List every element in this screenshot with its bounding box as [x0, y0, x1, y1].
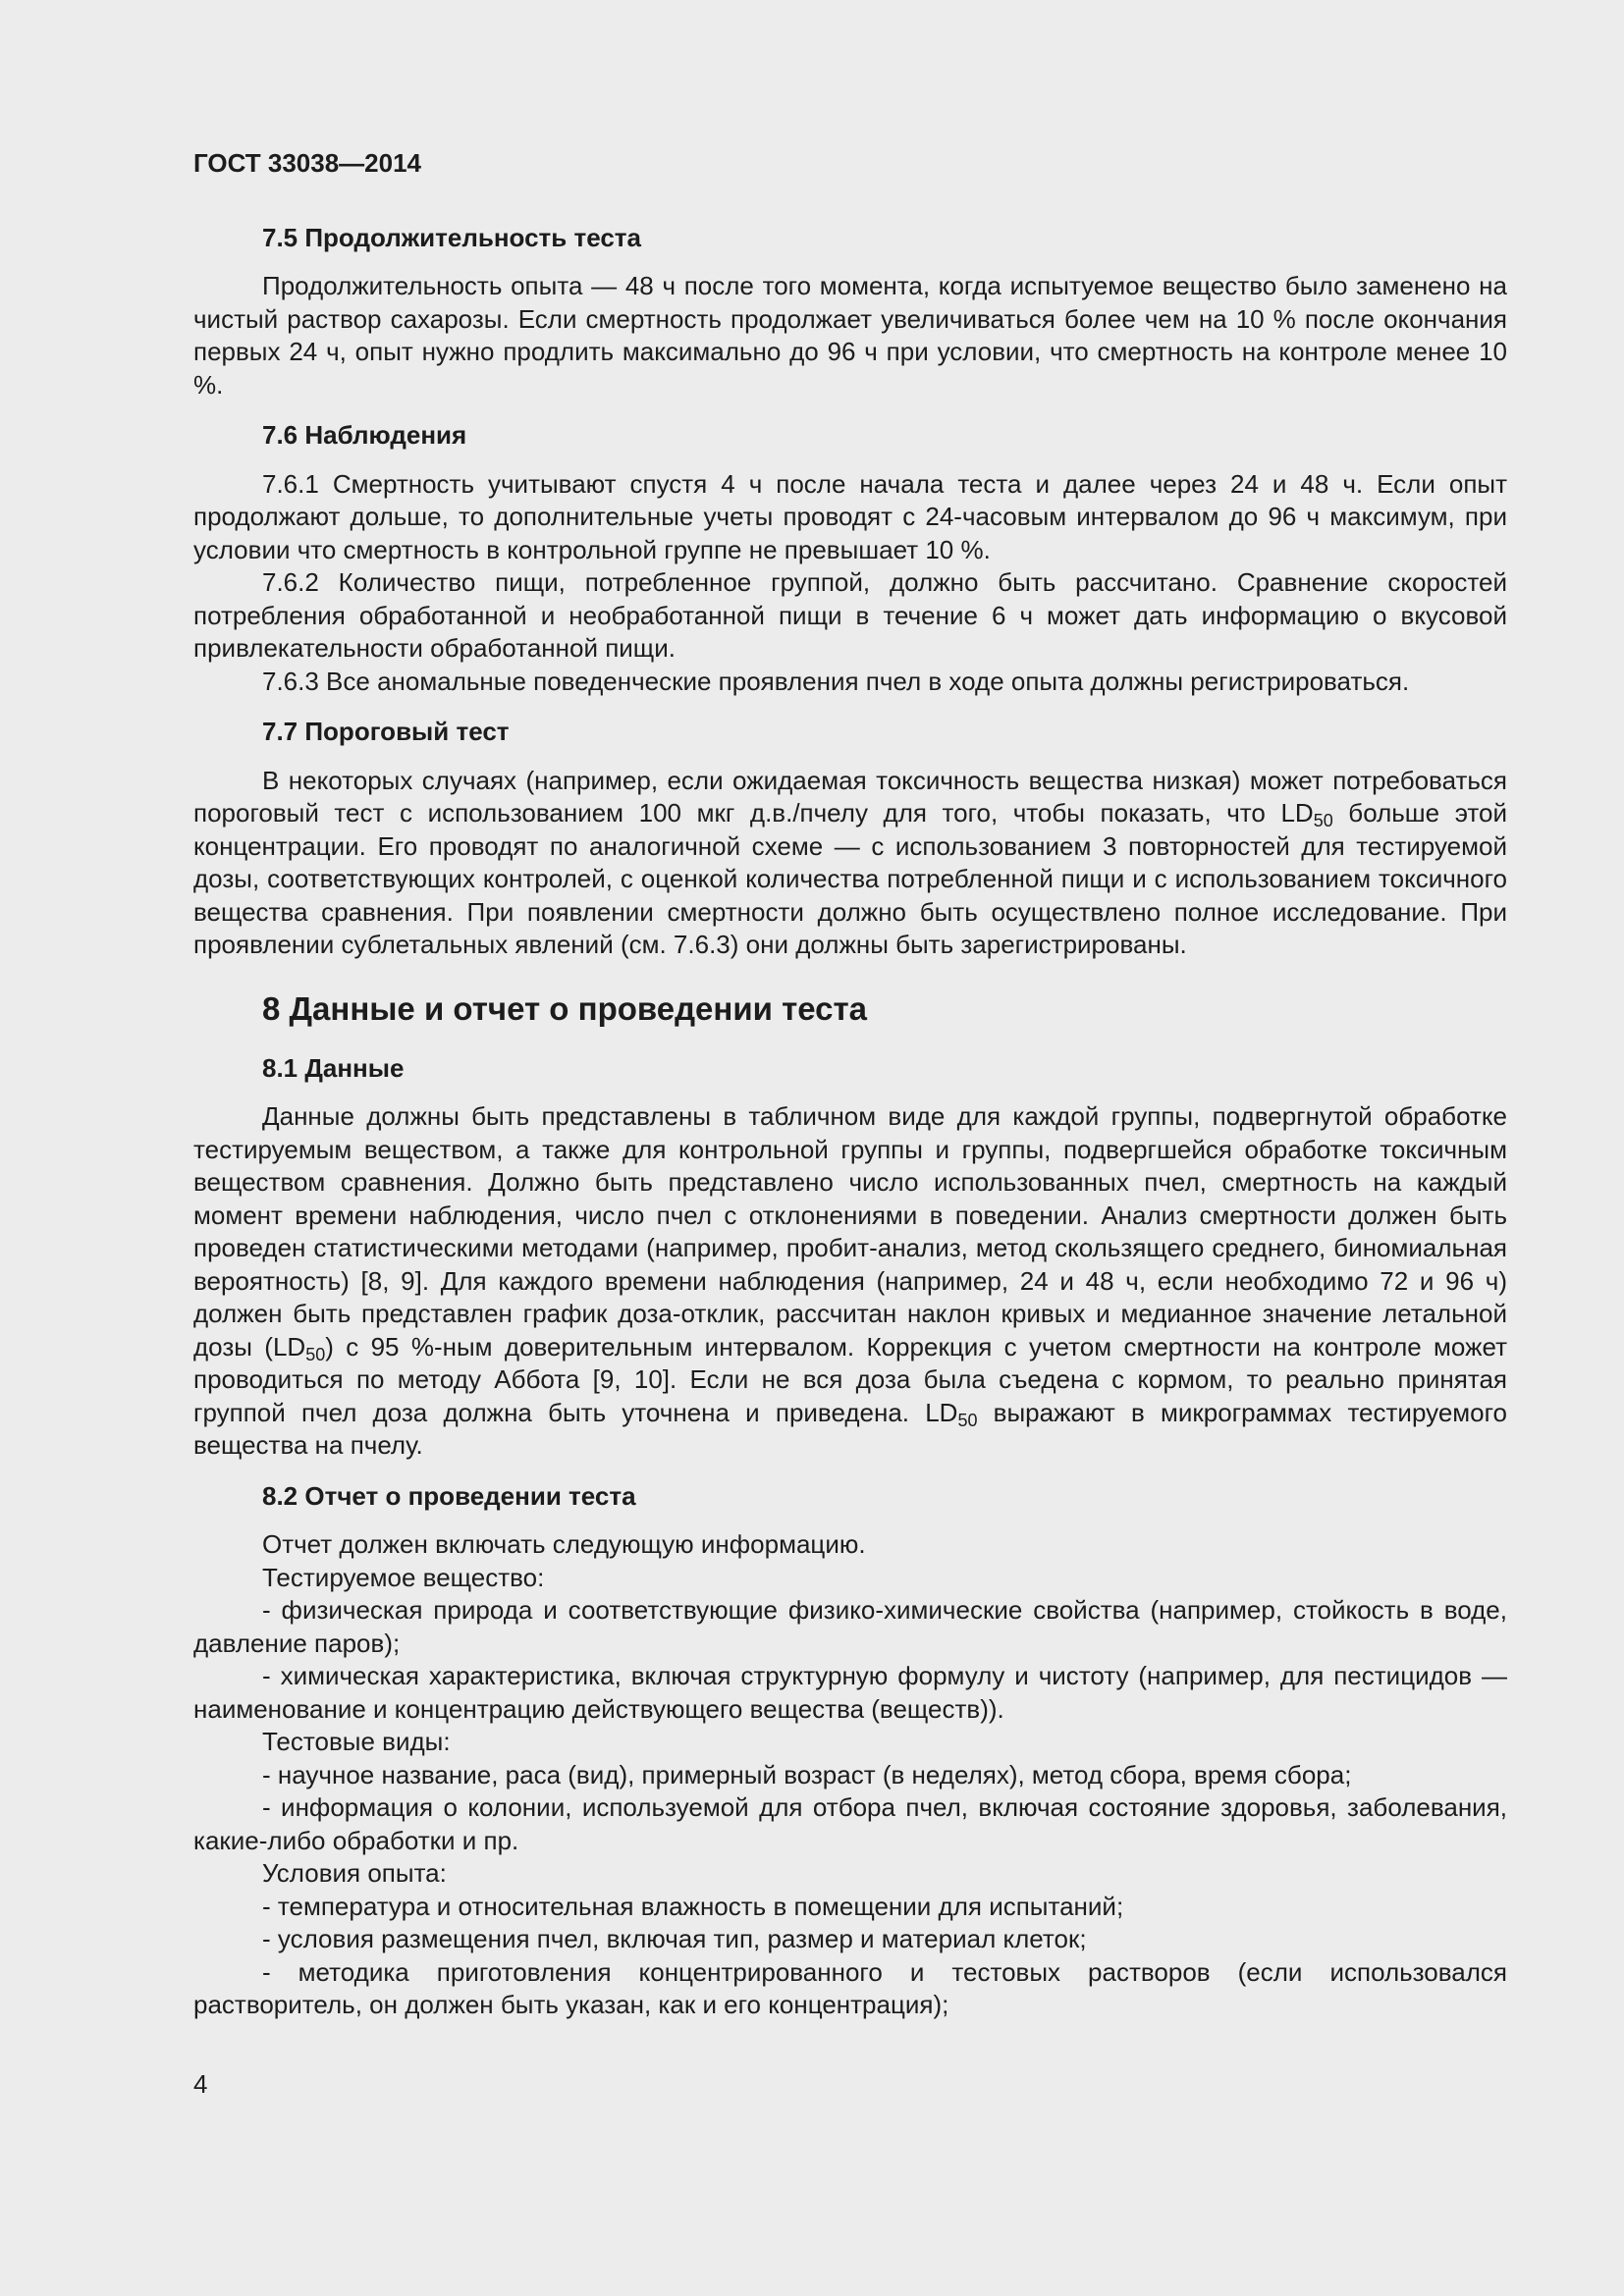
section-7-5-title: 7.5 Продолжительность теста	[262, 222, 641, 252]
report-line: Тестовые виды:	[262, 1727, 451, 1756]
page-number: 4	[193, 2069, 208, 2099]
document-page	[193, 147, 1507, 2022]
clause-7-6-3: 7.6.3 Все аномальные поведенческие проявления пчел в ходе опыта должны регистрироваться.	[262, 666, 1410, 696]
text-run: выражают в микрограммах тестируемого вещества на пчелу.	[193, 1397, 1507, 1460]
section-7-7-paragraph	[193, 765, 1507, 962]
report-line: - химическая характеристика, включая структурную формулу и чистоту (например, для пестицидов — наименование и концентрацию действующего вещества (веществ)).	[193, 1661, 1507, 1724]
report-line: - научное название, раса (вид), примерный возраст (в неделях), метод сбора, время сбора;	[262, 1759, 1352, 1789]
text-run: ) с 95 %-ным доверительным интервалом. Коррекция с учетом смертности на контроле может проводиться по методу Аббота [9, 10]. Если не вся доза была съедена с кормом, то реально принятая группой пчел доза должна быть уточнена и приведена. LD	[193, 1331, 1507, 1427]
subscript: 50	[305, 1344, 326, 1364]
subscript: 50	[957, 1410, 978, 1430]
section-7-5-paragraph: Продолжительность опыта — 48 ч после того момента, когда испытуемое вещество было заменено на чистый раствор сахарозы. Если смертность продолжает увеличиваться более чем на 10 % после окончания первых 24 ч, опыт нужно продлить максимально до 96 ч при условии, что смертность на контроле менее 10 %.	[193, 271, 1507, 400]
report-line: Условия опыта:	[262, 1858, 447, 1888]
report-line: - температура и относительная влажность в помещении для испытаний;	[262, 1891, 1124, 1921]
text-run: больше этой концентрации. Его проводят по аналогичной схеме — с использованием 3 повторностей для тестируемой дозы, соответствующих контролей, с оценкой количества потребленной пищи и с использованием токсичного вещества сравнения. При появлении смертности должно быть осуществлено полное исследование. При проявлении сублетальных явлений (см. 7.6.3) они должны быть зарегистрированы.	[193, 798, 1507, 959]
clause-7-6-1: 7.6.1 Смертность учитывают спустя 4 ч после начала теста и далее через 24 и 48 ч. Если опыт продолжают дольше, то дополнительные учеты проводят с 24-часовым интервалом до 96 ч максимум, при условии что смертность в контрольной группе не превышает 10 %.	[193, 468, 1507, 564]
clause-7-6-2: 7.6.2 Количество пищи, потребленное группой, должно быть рассчитано. Сравнение скоростей потребления обработанной и необработанной пищи в течение 6 ч может дать информацию о вкусовой привлекательности обработанной пищи.	[193, 567, 1507, 663]
report-line: - физическая природа и соответствующие физико-химические свойства (например, стойкость в воде, давление паров);	[193, 1595, 1507, 1658]
section-8-title: 8 Данные и отчет о проведении теста	[262, 989, 868, 1027]
subscript: 50	[1313, 811, 1333, 830]
text-run: В некоторых случаях (например, если ожидаемая токсичность вещества низкая) может потребоваться пороговый тест с использованием 100 мкг д.в./пчелу для того, чтобы показать, что LD	[193, 765, 1507, 828]
section-7-7-title: 7.7 Пороговый тест	[262, 717, 510, 746]
section-8-1-paragraph	[193, 1100, 1507, 1463]
section-7-6-title: 7.6 Наблюдения	[262, 420, 467, 450]
report-line: - методика приготовления концентрированного и тестовых растворов (если использовался растворитель, он должен быть указан, как и его концентрация);	[193, 1956, 1507, 2019]
text-run: Данные должны быть представлены в табличном виде для каждой группы, подвергнутой обработке тестируемым веществом, а также для контрольной группы и группы, подвергшейся обработке токсичным веществом сравнения. Должно быть представлено число использованных пчел, смертность на каждый момент времени наблюдения, число пчел с отклонениями в поведении. Анализ смертности должен быть проведен статистическими методами (например, пробит-анализ, метод скользящего среднего, биномиальная вероятность) [8, 9]. Для каждого времени наблюдения (например, 24 и 48 ч, если необходимо 72 и 96 ч) должен быть представлен график доза-отклик, рассчитан наклон кривых и медианное значение летальной дозы (LD	[193, 1101, 1507, 1362]
report-line: - условия размещения пчел, включая тип, размер и материал клеток;	[262, 1924, 1087, 1953]
report-line: Тестируемое вещество:	[262, 1562, 545, 1592]
standard-header: ГОСТ 33038—2014	[193, 148, 421, 178]
report-line: - информация о колонии, используемой для отбора пчел, включая состояние здоровья, заболевания, какие-либо обработки и пр.	[193, 1792, 1507, 1855]
section-8-1-title: 8.1 Данные	[262, 1052, 405, 1083]
report-line: Отчет должен включать следующую информацию.	[262, 1529, 866, 1559]
section-8-2-title: 8.2 Отчет о проведении теста	[262, 1480, 636, 1511]
